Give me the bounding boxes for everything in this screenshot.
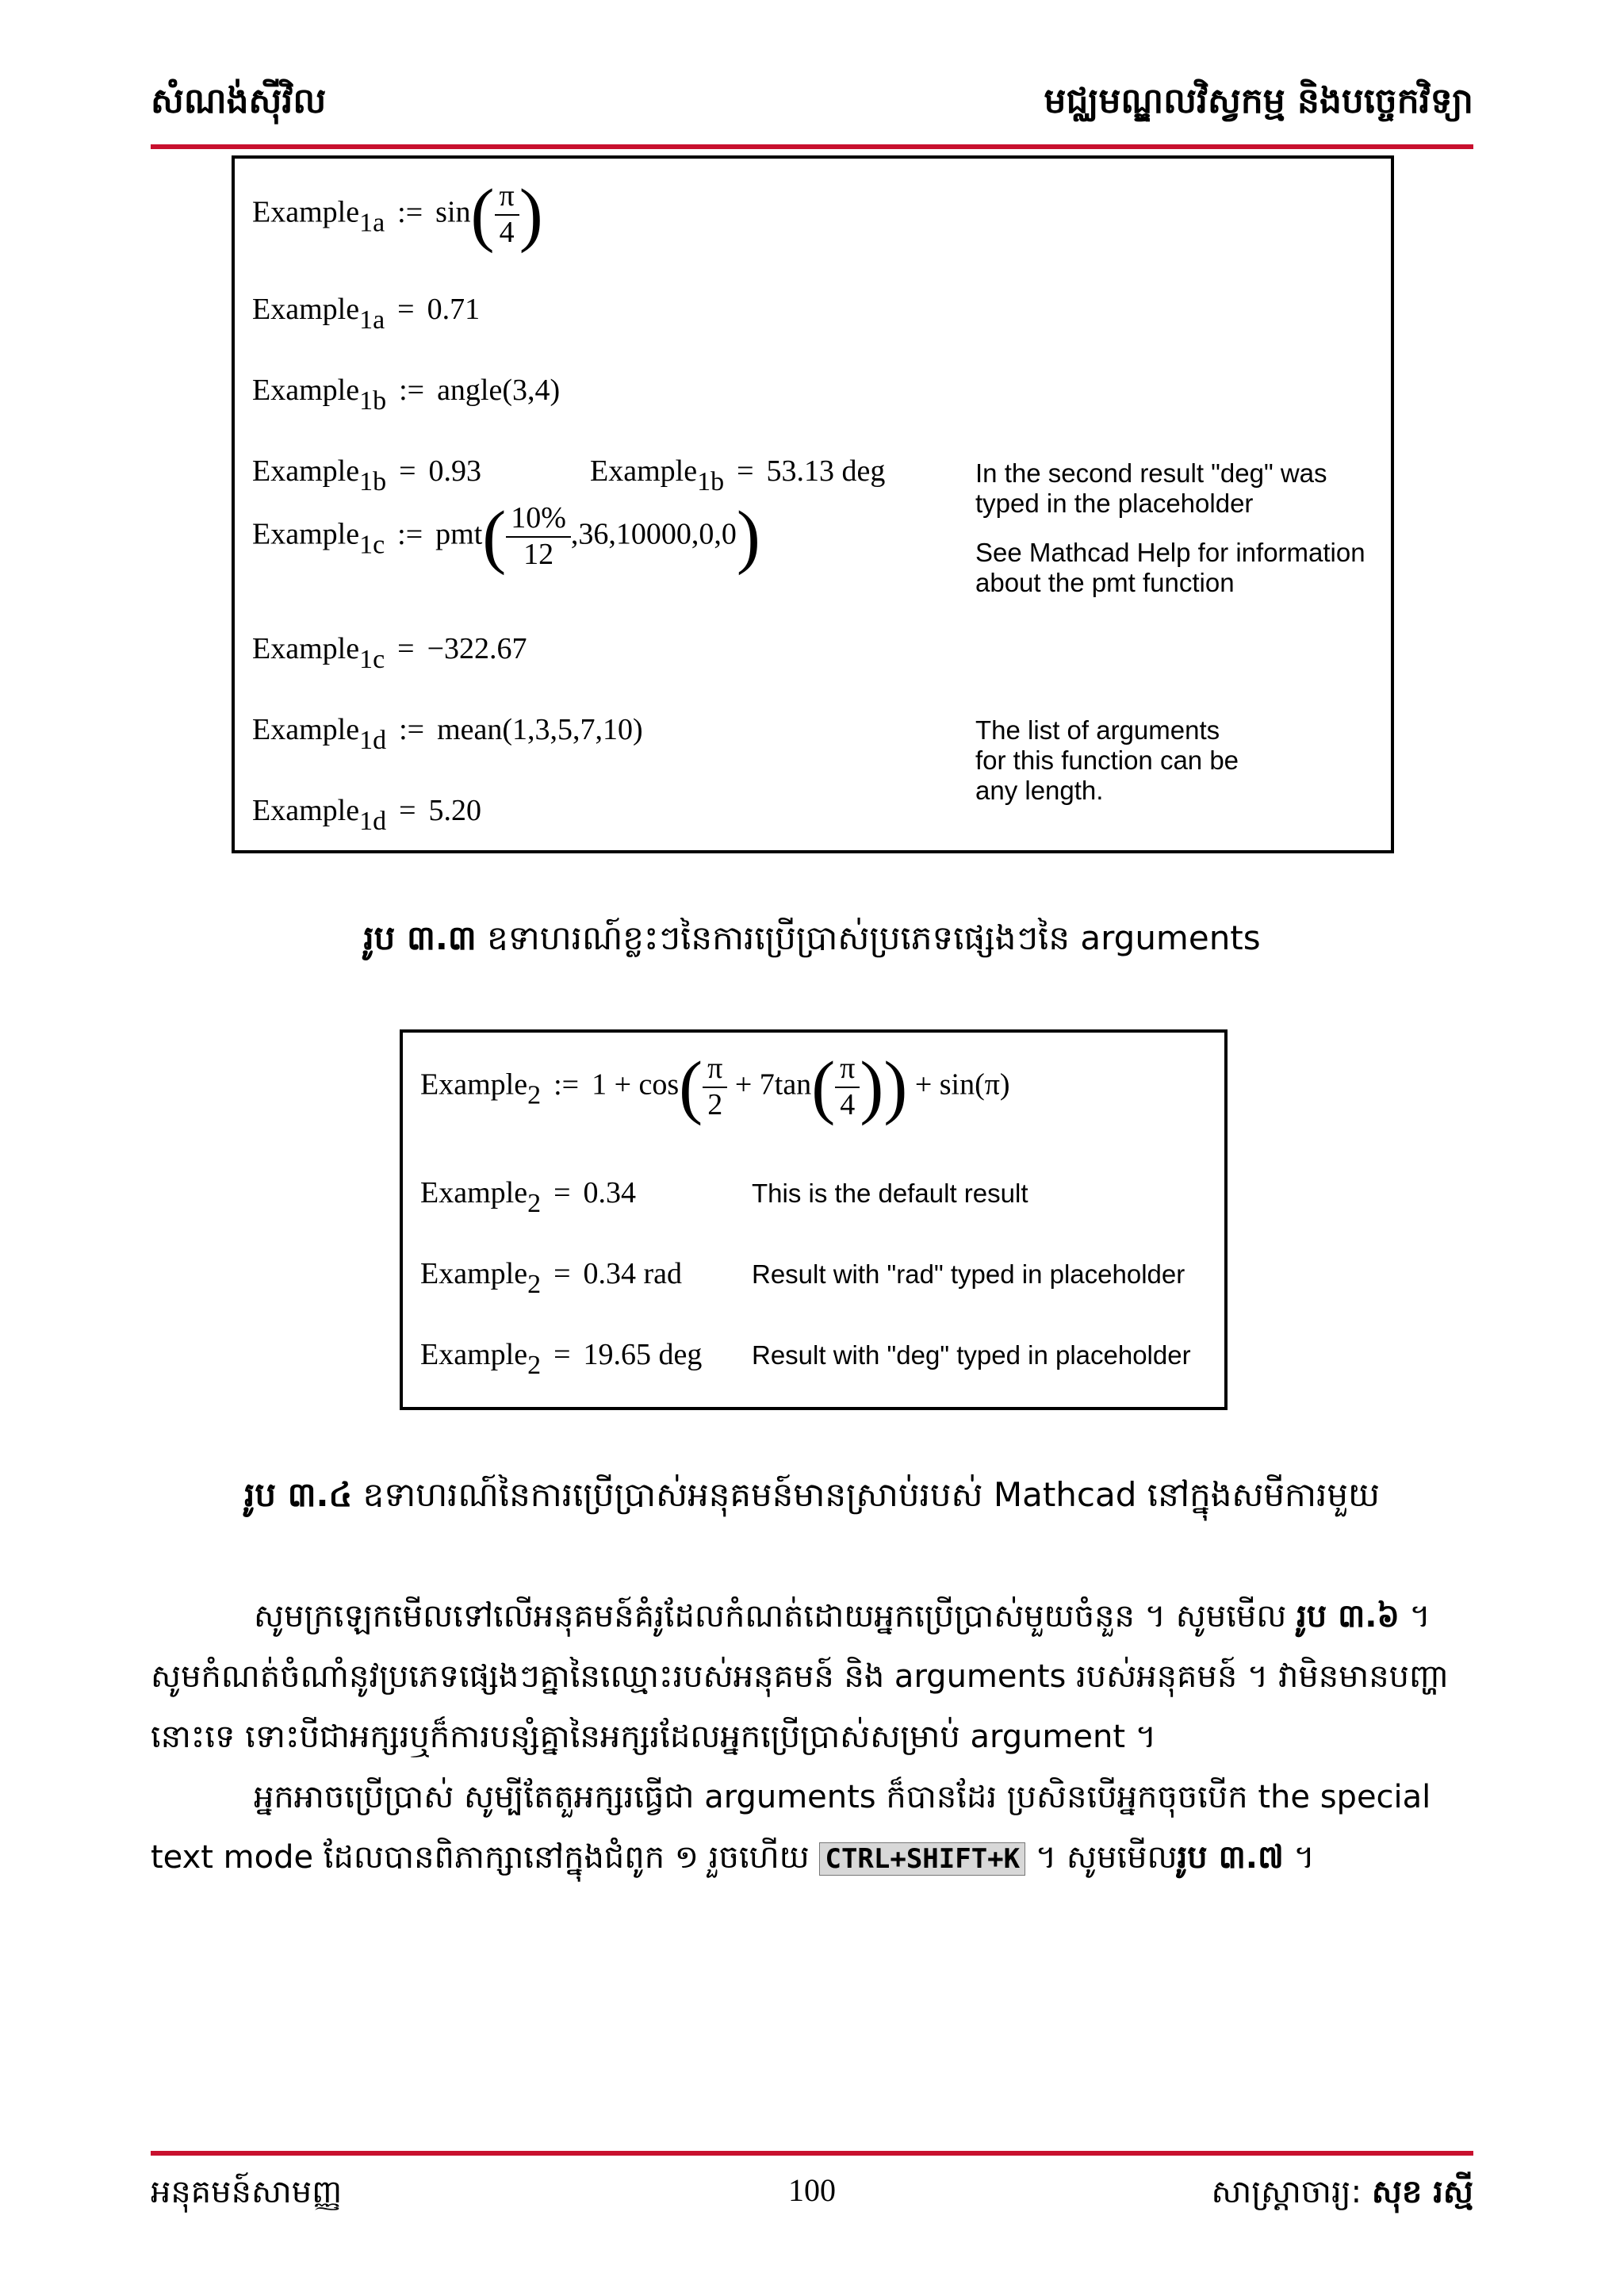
math-line-1d-result: Example$_{1d}$ = 5.20 xyxy=(252,794,481,836)
note-argument-list: The list of arguments for this function can be any length. xyxy=(975,715,1239,805)
figure-3-4-caption: រូប ៣.៤ ឧទាហរណ៍នៃការប្រើប្រាស់អនុគមន៍មានស្រាប់របស់ Mathcad នៅក្នុងសមីការមួយ xyxy=(243,1475,1381,1514)
note-deg-result: Result with "deg" typed in placeholder xyxy=(752,1340,1191,1370)
math-line-1a-result: Example$_{1a}$ = 0.71 xyxy=(252,293,481,335)
math-line-2-result-deg: Example$_2$ = 19.65 deg xyxy=(420,1338,703,1380)
note-deg-placeholder: In the second result "deg" was typed in the placeholder xyxy=(975,458,1327,518)
math-line-2-def: Example$_2$ := 1 + cos( $\frac{\pi}{2}$ + 7tan( $\frac{\pi}{4}$ )) + sin(π) xyxy=(420,1048,1010,1126)
figure-3-3-box xyxy=(232,155,1394,853)
math-line-1c-result: Example$_{1c}$ = −322.67 xyxy=(252,632,527,674)
header-rule xyxy=(151,144,1473,149)
footer-chapter-title: អនុគមន៍សាមញ្ញ xyxy=(151,2174,343,2210)
note-pmt-help: See Mathcad Help for information about the pmt function xyxy=(975,538,1365,597)
footer-author: សាស្ត្រាចារ្យ: សុខ រស្មី xyxy=(1211,2174,1473,2210)
body-paragraph-2: អ្នកអាចប្រើប្រាស់ សូម្បីតែតួអក្សរធ្វើជា arguments ក៏បានដែរ ប្រសិនបើអ្នកចុចបើក the special text mode ដែលបានពិភាក្សានៅក្នុងជំពូក ១ រួចហើយ CTRL+SHIFT+K ។ សូមមើលរូប ៣.៧ ។ xyxy=(151,1779,1431,1876)
note-rad-result: Result with "rad" typed in placeholder xyxy=(752,1259,1185,1289)
math-line-1b-result: Example$_{1b}$ = 0.93 xyxy=(252,454,481,496)
math-line-1a-def: Example$_{1a}$ := sin( $\frac{\pi}{4}$ ) xyxy=(252,175,543,254)
header-left-title: សំណង់ស៊ីវិល xyxy=(151,81,327,121)
keyboard-shortcut: CTRL+SHIFT+K xyxy=(819,1842,1025,1876)
page-number: 100 xyxy=(788,2172,836,2208)
figure-3-4-box xyxy=(400,1029,1228,1410)
math-line-1d-def: Example$_{1d}$ := mean(1,3,5,7,10) xyxy=(252,713,643,755)
note-default-result: This is the default result xyxy=(752,1179,1028,1208)
header-right-title: មជ្ឈមណ្ឌលវិស្វកម្ម និងបច្ចេកវិទ្យា xyxy=(1044,81,1473,121)
math-line-2-result-default: Example$_2$ = 0.34 xyxy=(420,1176,636,1218)
math-line-2-result-rad: Example$_2$ = 0.34 rad xyxy=(420,1257,683,1299)
body-paragraph-1: សូមក្រឡេកមើលទៅលើអនុគមន៍គំរូដែលកំណត់ដោយអ្នកប្រើប្រាស់មួយចំនួន ។ សូមមើល រូប ៣.៦ ។ សូមកំណត់ចំណាំនូវប្រភេទផ្សេងៗគ្នានៃឈ្មោះរបស់អនុគមន៍ និង arguments របស់អនុគមន៍ ។ វាមិនមានបញ្ហានោះទេ ទោះបីជាអក្សរឬក៏ការបន្សំគ្នានៃអក្សរដែលអ្នកប្រើប្រាស់សម្រាប់ argument ។ xyxy=(151,1598,1450,1755)
figure-3-3-caption: រូប ៣.៣ ឧទាហរណ៍ខ្លះៗនៃការប្រើប្រាស់ប្រភេទផ្សេងៗនៃ arguments xyxy=(363,918,1261,957)
math-line-1c-def: Example$_{1c}$ := pmt( $\frac{10\%}{12}$ ,36,10000,0,0) xyxy=(252,497,760,576)
math-line-1b-result-deg: Example$_{1b}$ = 53.13 deg xyxy=(590,454,886,496)
math-line-1b-def: Example$_{1b}$ := angle(3,4) xyxy=(252,374,561,416)
footer-rule xyxy=(151,2151,1473,2156)
